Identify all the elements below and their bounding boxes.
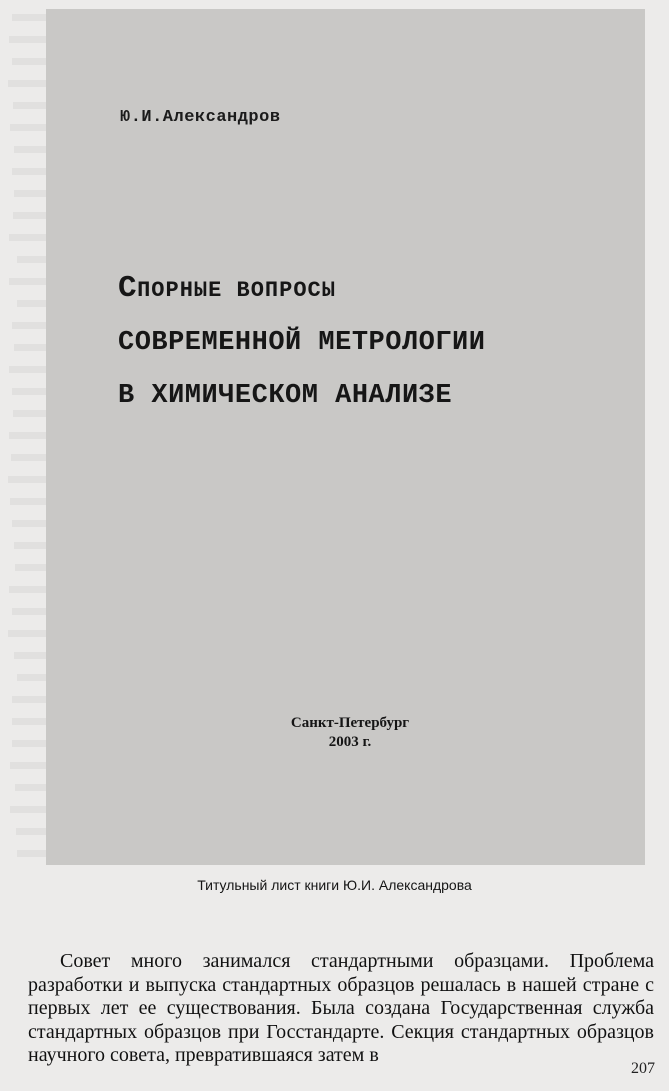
figure-imprint (250, 714, 450, 752)
figure-year: 2003 г. (328, 734, 372, 750)
figure-title-line-2: СОВРЕМЕННОЙ МЕТРОЛОГИИ (118, 328, 486, 358)
figure-title-line-1: СПОРНЫЕ ВОПРОСЫ (118, 271, 336, 306)
body-paragraph: Совет много занимался стандартными образцами. Проблема разработки и выпуска стандартных образцов решалась в нашей стране с первых лет ее существования. Была создана Государственная служба стандартных образцов при Госстандарте. Секция стандартных образцов научного совета, превратившаяся затем в (28, 950, 654, 1066)
figure-author: Ю.И.Александров (120, 108, 281, 127)
figure-title (118, 262, 618, 423)
page-number: 207 (631, 1060, 655, 1077)
figure-caption: Титульный лист книги Ю.И. Александрова (197, 877, 472, 893)
figure-title-line-3: В ХИМИЧЕСКОМ АНАЛИЗЕ (118, 381, 453, 411)
figure-city: Санкт-Петербург (290, 715, 410, 731)
